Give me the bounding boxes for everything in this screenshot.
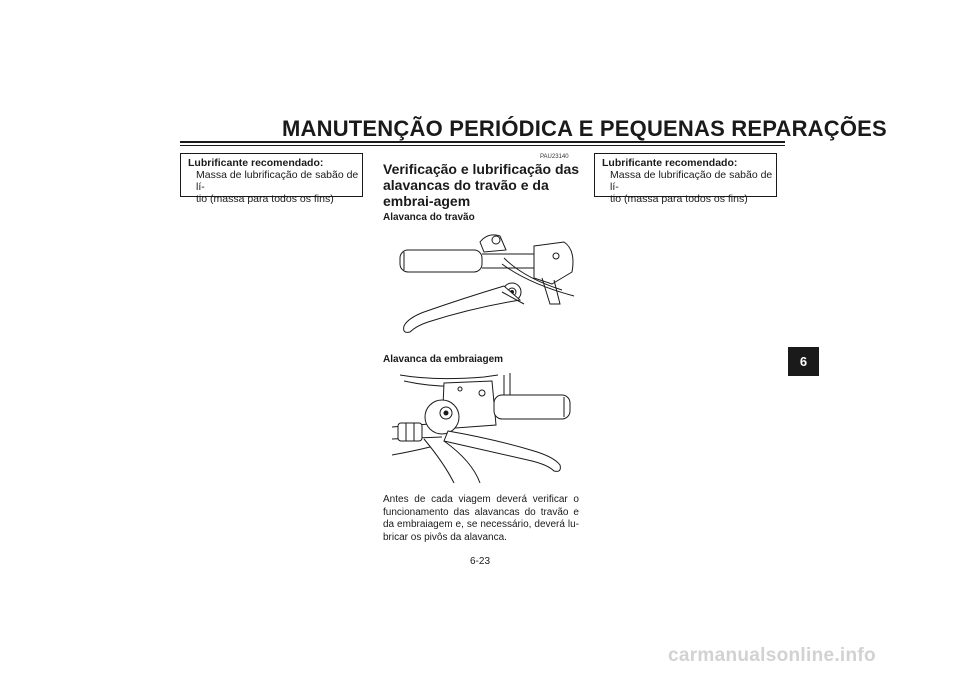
- lubricant-box-right: [594, 153, 777, 205]
- clutch-lever-label: Alavanca da embraiagem: [383, 354, 504, 365]
- instruction-paragraph: Antes de cada viagem deverá verificar o funcionamento das alavancas do travão e da embraiagem e, se necessário, deverá lu-bricar os pivôs da alavanca.: [383, 494, 579, 543]
- chapter-tab: 6: [788, 347, 819, 376]
- section-code: PAU23140: [540, 154, 569, 160]
- page-title: MANUTENÇÃO PERIÓDICA E PEQUENAS REPARAÇÕES: [282, 116, 887, 141]
- watermark: carmanualsonline.info: [668, 645, 876, 666]
- lubricant-text-line2: tio (massa para todos os fins): [610, 193, 748, 205]
- clutch-lever-illustration: [384, 367, 580, 485]
- lubricant-text-line1: Massa de lubrificação de sabão de lí-: [196, 169, 359, 193]
- lubricant-title: Lubrificante recomendado:: [188, 157, 324, 169]
- header-rule: [180, 141, 785, 143]
- lubricant-text-line2: tio (massa para todos os fins): [196, 193, 334, 205]
- lubricant-text-line1: Massa de lubrificação de sabão de lí-: [610, 169, 773, 193]
- lubricant-title: Lubrificante recomendado:: [602, 157, 738, 169]
- lubricant-box-left: [180, 153, 363, 205]
- page-number: 6-23: [470, 556, 491, 567]
- brake-lever-illustration: [384, 228, 580, 344]
- header-rule-thin: [180, 145, 785, 146]
- section-heading: Verificação e lubrificação das alavancas do travão e da embrai-agem: [383, 161, 580, 209]
- brake-lever-label: Alavanca do travão: [383, 212, 475, 223]
